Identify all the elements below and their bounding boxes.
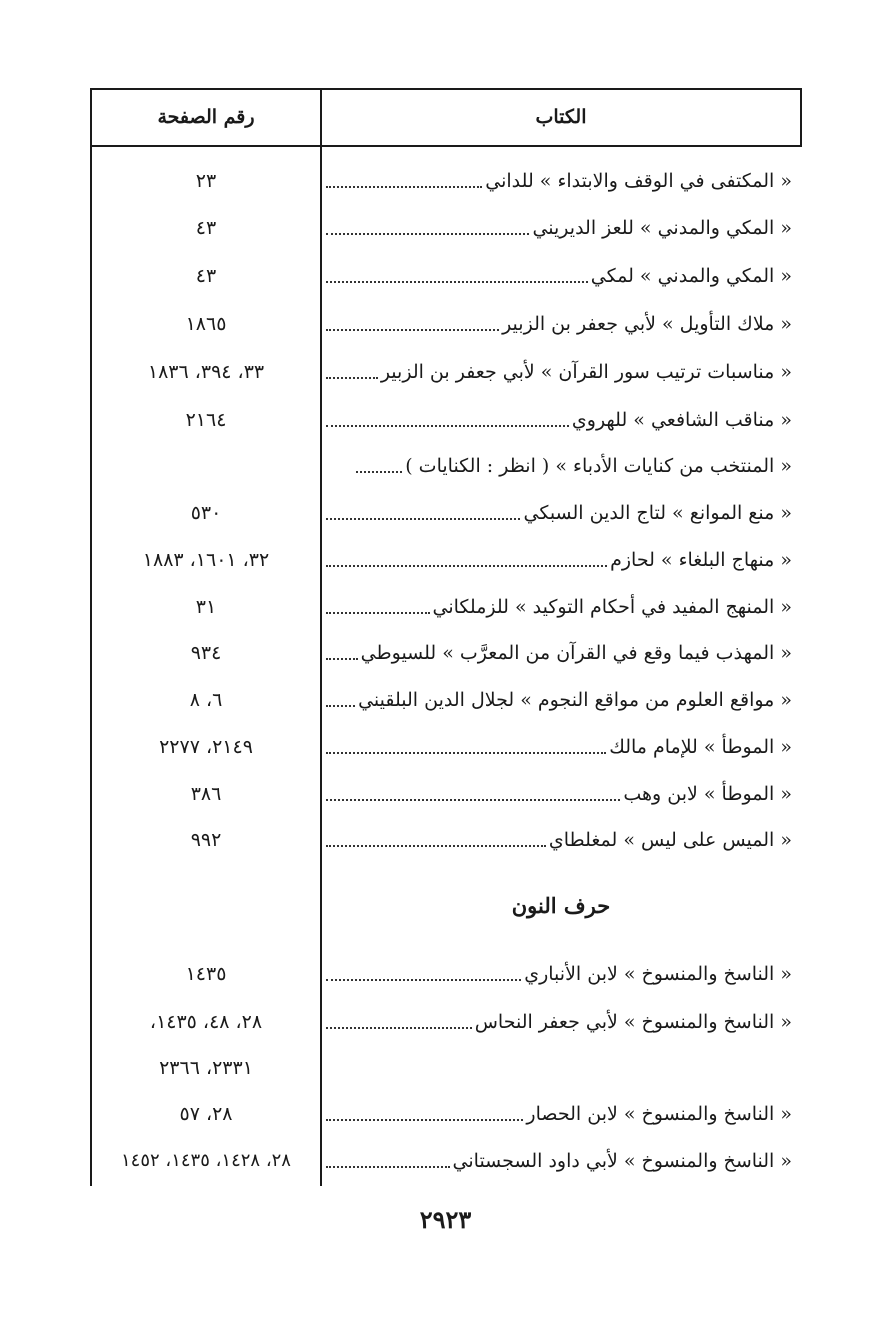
table-row xyxy=(90,400,802,440)
table-row xyxy=(90,820,802,860)
table-row xyxy=(90,680,802,720)
table-row xyxy=(90,1048,802,1088)
book-title: « ملاك التأويل » لأبي جعفر بن الزبير xyxy=(502,313,792,335)
table-row xyxy=(90,1002,802,1042)
dot-leader xyxy=(326,752,606,754)
page-numbers-cell: ٤٣ xyxy=(195,217,217,239)
table-row xyxy=(90,304,802,344)
book-cell xyxy=(326,161,792,201)
table-row xyxy=(90,587,802,627)
table-right-border xyxy=(800,88,802,145)
dot-leader xyxy=(326,1119,523,1121)
book-title: « الناسخ والمنسوخ » لابن الحصار xyxy=(526,1103,792,1125)
table-row xyxy=(90,774,802,814)
dot-leader xyxy=(326,799,620,801)
dot-leader xyxy=(326,658,358,660)
book-cell xyxy=(326,820,792,860)
book-title: « المنتخب من كنايات الأدباء » ( انظر : الكنايات ) xyxy=(405,455,792,477)
book-title: « الناسخ والمنسوخ » لأبي داود السجستاني xyxy=(452,1150,792,1172)
book-title: « الميس على ليس » لمغلطاي xyxy=(548,829,792,851)
book-title: « منهاج البلغاء » لحازم xyxy=(610,549,792,571)
page-numbers-cell: ٢٨، ٥٧ xyxy=(179,1103,233,1125)
book-title: « الموطأ » للإمام مالك xyxy=(609,736,792,758)
table-row xyxy=(90,633,802,673)
book-cell xyxy=(326,304,792,344)
dot-leader xyxy=(326,612,430,614)
dot-leader xyxy=(326,565,607,567)
table-row xyxy=(90,352,802,392)
page-numbers-cell: ٥٣٠ xyxy=(190,502,222,524)
book-cell xyxy=(326,774,792,814)
dot-leader xyxy=(326,377,378,379)
column-header-page-number: رقم الصفحة xyxy=(157,106,255,128)
book-cell xyxy=(326,540,792,580)
book-cell xyxy=(326,1141,792,1181)
table-row xyxy=(90,208,802,248)
table-row xyxy=(90,493,802,533)
book-cell xyxy=(326,1002,792,1042)
page-numbers-cell: ١٤٣٥ xyxy=(185,963,227,985)
page-numbers-cell: ٩٩٢ xyxy=(190,829,222,851)
page-numbers-cell: ٢٨، ١٤٢٨، ١٤٣٥، ١٤٥٢ xyxy=(121,1150,291,1171)
book-cell xyxy=(326,633,792,673)
book-title: « الموطأ » لابن وهب xyxy=(623,783,792,805)
page-numbers-cell: ٣٨٦ xyxy=(190,783,222,805)
book-cell xyxy=(326,256,792,296)
page-numbers-cell: ٣١ xyxy=(195,596,217,618)
page-numbers-cell: ٩٣٤ xyxy=(190,642,222,664)
book-title: « المهذب فيما وقع في القرآن من المعرَّب » للسيوطي xyxy=(360,642,792,664)
book-cell xyxy=(326,400,792,440)
dot-leader xyxy=(326,705,355,707)
page-numbers-cell: ٢٣٣١، ٢٣٦٦ xyxy=(159,1057,253,1079)
page-numbers-cell: ٢١٦٤ xyxy=(185,409,227,431)
book-cell xyxy=(326,727,792,767)
page-numbers-cell: ٣٢، ١٦٠١، ١٨٨٣ xyxy=(142,549,270,571)
section-heading-nun: حرف النون xyxy=(511,893,611,918)
book-cell xyxy=(326,493,792,533)
book-cell xyxy=(326,1048,792,1088)
book-title: « الناسخ والمنسوخ » لابن الأنباري xyxy=(524,963,792,985)
table-row xyxy=(90,1141,802,1181)
dot-leader xyxy=(326,1166,450,1168)
dot-leader xyxy=(326,845,546,847)
page-numbers-cell: ٢٨، ٤٨، ١٤٣٥، xyxy=(149,1011,263,1033)
book-cell xyxy=(326,954,792,994)
dot-leader xyxy=(356,471,402,473)
dot-leader xyxy=(326,518,520,520)
dot-leader xyxy=(326,1027,472,1029)
book-title: « منع الموانع » لتاج الدين السبكي xyxy=(523,502,792,524)
book-cell xyxy=(326,587,792,627)
table-row xyxy=(90,161,802,201)
table-top-border xyxy=(90,88,802,90)
table-row xyxy=(90,727,802,767)
book-cell xyxy=(326,680,792,720)
page-numbers-cell: ٤٣ xyxy=(195,265,217,287)
table-row xyxy=(90,256,802,296)
table-row xyxy=(90,954,802,994)
book-title: « المكي والمدني » لمكي xyxy=(590,265,792,287)
page-numbers-cell xyxy=(92,446,320,486)
table-row xyxy=(90,540,802,580)
column-header-book: الكتاب xyxy=(535,106,587,128)
table-header-border xyxy=(90,145,802,147)
table-row xyxy=(90,446,802,486)
book-cell xyxy=(326,1094,792,1134)
table-row xyxy=(90,1094,802,1134)
dot-leader xyxy=(326,329,499,331)
page-numbers-cell: ٢٣ xyxy=(195,170,217,192)
book-title: « المنهج المفيد في أحكام التوكيد » للزملكاني xyxy=(432,596,792,618)
book-title: « مواقع العلوم من مواقع النجوم » لجلال الدين البلقيني xyxy=(358,689,792,711)
page-number: ٢٩٢٣ xyxy=(419,1205,472,1234)
dot-leader xyxy=(326,186,482,188)
book-title: « مناقب الشافعي » للهروي xyxy=(571,409,792,431)
book-title: « المكي والمدني » للعز الديريني xyxy=(532,217,792,239)
page-numbers-cell: ١٨٦٥ xyxy=(185,313,227,335)
dot-leader xyxy=(326,979,521,981)
book-cell xyxy=(326,208,792,248)
dot-leader xyxy=(326,425,569,427)
dot-leader xyxy=(326,281,588,283)
book-title: « المكتفى في الوقف والابتداء » للداني xyxy=(485,170,792,192)
page-numbers-cell: ٣٣، ٣٩٤، ١٨٣٦ xyxy=(147,361,265,383)
page-numbers-cell: ٢١٤٩، ٢٢٧٧ xyxy=(159,736,253,758)
book-title: « مناسبات ترتيب سور القرآن » لأبي جعفر بن الزبير xyxy=(380,361,792,383)
book-title: « الناسخ والمنسوخ » لأبي جعفر النحاس xyxy=(474,1011,792,1033)
page-numbers-cell: ٦، ٨ xyxy=(189,689,223,711)
book-cell xyxy=(326,352,792,392)
dot-leader xyxy=(326,233,529,235)
book-cell xyxy=(326,446,792,486)
